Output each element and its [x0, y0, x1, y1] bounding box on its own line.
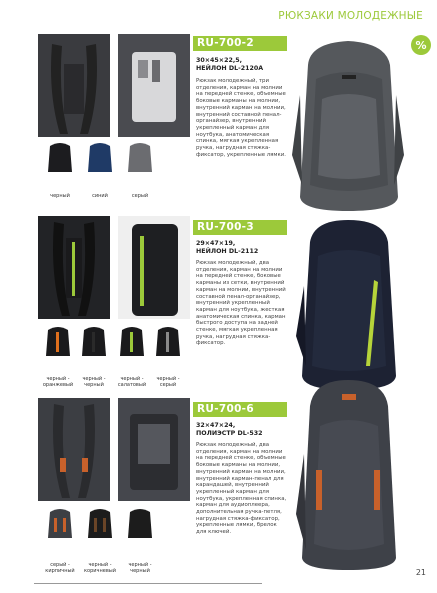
spec-size: 32×47×24, [196, 422, 236, 429]
interior-view-photo [118, 34, 190, 137]
color-label: черный - серый [156, 376, 180, 388]
main-backpack-image [286, 374, 410, 578]
color-label: черный [50, 193, 70, 199]
color-swatch-black-orange [44, 324, 72, 358]
color-label: черный - черный [82, 376, 106, 388]
color-swatch-grey [126, 140, 154, 174]
color-swatch-black [46, 140, 74, 174]
model-label: RU-700-2 [193, 36, 287, 51]
product-block-ru-700-3 [0, 216, 437, 396]
spec-material: ПОЛИЭСТР DL-532 [196, 429, 263, 437]
model-label: RU-700-3 [193, 220, 287, 235]
side-view-photo [118, 216, 190, 319]
color-label: черный - оранжевый [42, 376, 74, 388]
color-swatch-black-black [126, 506, 154, 540]
back-view-photo [38, 216, 110, 319]
spec-block [196, 57, 263, 73]
color-swatch-black-lime [118, 324, 146, 358]
spec-size: 29×47×19, [196, 240, 236, 247]
color-label: черный - коричневый [84, 562, 116, 574]
product-description: Рюкзак молодежный, три отделения, карман на молнии на передней стенке, объемные боковые карманы на молнии, внутренний карман на молнии, внутренний составной пенал-органайзер, внутренний укрепленный карман для ноутбука, анатомическая спинка, мягкая укрепленная ручка, нагрудная стяжка-фиксатор, укрепленные лямки. [196, 78, 286, 158]
main-backpack-image [286, 35, 410, 219]
color-swatch-blue [86, 140, 114, 174]
color-label: черный - черный [128, 562, 152, 574]
back-view-photo [38, 34, 110, 137]
spec-size: 30×45×22,5, [196, 57, 243, 64]
interior-view-photo [118, 398, 190, 501]
color-swatch-black-grey [154, 324, 182, 358]
color-swatch-grey-brick [46, 506, 74, 540]
spec-block [196, 422, 262, 438]
product-description: Рюкзак молодежный, два отделения, карман на молнии на передней стенке, объемные боковые карманы на молнии, внутренний карман на молнии, внутренний карман-пенал для карандашей, внутренний укрепленный карман для ноутбука, укрепленная спинка, карман для аудиоплеера, дополнительная ручка-петля, нагрудная стяжка-фиксатор, укрепленные лямки, брелок для ключей. [196, 442, 287, 536]
color-swatch-black-black [80, 324, 108, 358]
color-label: синий [92, 193, 108, 199]
color-label: серый - кирпичный [45, 562, 75, 574]
color-label: черный - салатовый [117, 376, 147, 388]
color-label: серый [131, 193, 149, 199]
section-title: РЮКЗАКИ МОЛОДЕЖНЫЕ [278, 10, 423, 22]
spec-material: НЕЙЛОН DL-2112 [196, 247, 259, 255]
discount-badge: % [411, 35, 431, 55]
product-description: Рюкзак молодежный, два отделения, карман на молнии на передней стенке, боковые карманы из сетки, внутренний карман на молнии, внутренний составной пенал-органайзер, внутренний укрепленный карман для ноутбука, жесткая анатомическая спинка, карман быстрого доступа на задней стенке, мягкая укрепленная ручка, нагрудная стяжка-фиксатор. [196, 260, 286, 347]
main-backpack-image [286, 216, 410, 398]
back-view-photo [38, 398, 110, 501]
spec-material: НЕЙЛОН DL-2120A [196, 64, 264, 72]
product-block-ru-700-6 [0, 398, 437, 588]
spec-block [196, 240, 258, 256]
model-label: RU-700-6 [193, 402, 287, 417]
color-swatch-black-brown [86, 506, 114, 540]
page-number: 21 [415, 568, 426, 577]
product-block-ru-700-2 [0, 30, 437, 213]
footer-divider [34, 583, 262, 584]
